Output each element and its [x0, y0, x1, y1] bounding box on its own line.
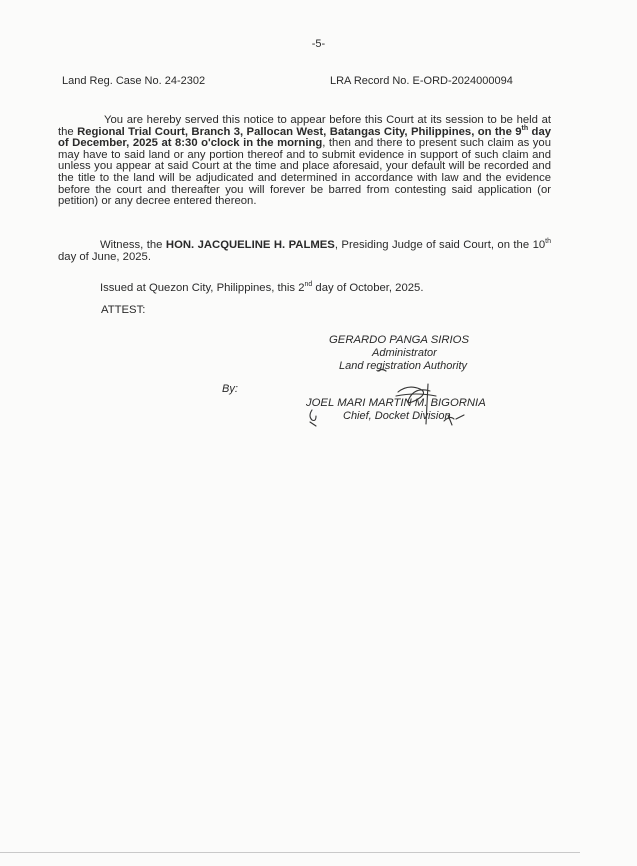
notice-text-2: , then and there to present such claim as you may have to said land or any portion thereof and to submit evidence in support of such claim and unless you appear at said Court at the time and place aforesaid, your default will be recorded and the title to the land will be adjudicated and determined in accordance with law and the evidence before the court and thereafter you will forever be barred from contesting said application (or petition) or any decree entered thereon.	[58, 137, 551, 208]
witness-paragraph	[58, 240, 551, 263]
signatory1-title: Administrator	[372, 347, 437, 359]
signatory2-name: JOEL MARI MARTIN M. BIGORNIA	[306, 397, 486, 409]
notice-bold-venue: Regional Trial Court, Branch 3, Pallocan West, Batangas City, Philippines, on the 9	[77, 125, 522, 138]
issued-text-1: Issued at Quezon City, Philippines, this 2	[100, 282, 305, 294]
witness-sup: th	[545, 238, 551, 246]
page-number: -5-	[311, 38, 326, 50]
attest-label: ATTEST:	[101, 304, 146, 316]
issued-line	[100, 282, 423, 294]
notice-text-1: You are hereby served this notice to appear before this Court at its session to be held at the	[58, 114, 551, 138]
witness-text-1: Witness, the	[100, 239, 166, 251]
signature-underline	[396, 394, 436, 396]
page-bottom-edge	[0, 852, 580, 853]
case-number: Land Reg. Case No. 24-2302	[62, 75, 206, 87]
witness-text-2: , Presiding Judge of said Court, on the 10	[334, 239, 546, 251]
notice-bold-sup: th	[521, 124, 529, 132]
by-label: By:	[222, 383, 238, 395]
witness-judge-name: HON. JACQUELINE H. PALMES	[165, 239, 335, 251]
witness-text-3: day of June, 2025.	[58, 250, 151, 263]
signatory1-office: Land registration Authority	[339, 360, 467, 372]
notice-bold-date: day of December, 2025 at 8:30 o'clock in the morning	[58, 125, 552, 150]
signatory2-title: Chief, Docket Division	[343, 410, 451, 422]
lra-record-number: LRA Record No. E-ORD-2024000094	[330, 75, 513, 87]
issued-sup: nd	[304, 281, 313, 289]
notice-paragraph	[58, 115, 551, 208]
issued-text-2: day of October, 2025.	[312, 282, 424, 294]
left-flourish	[310, 410, 316, 426]
signatory1-name: GERARDO PANGA SIRIOS	[329, 334, 469, 346]
